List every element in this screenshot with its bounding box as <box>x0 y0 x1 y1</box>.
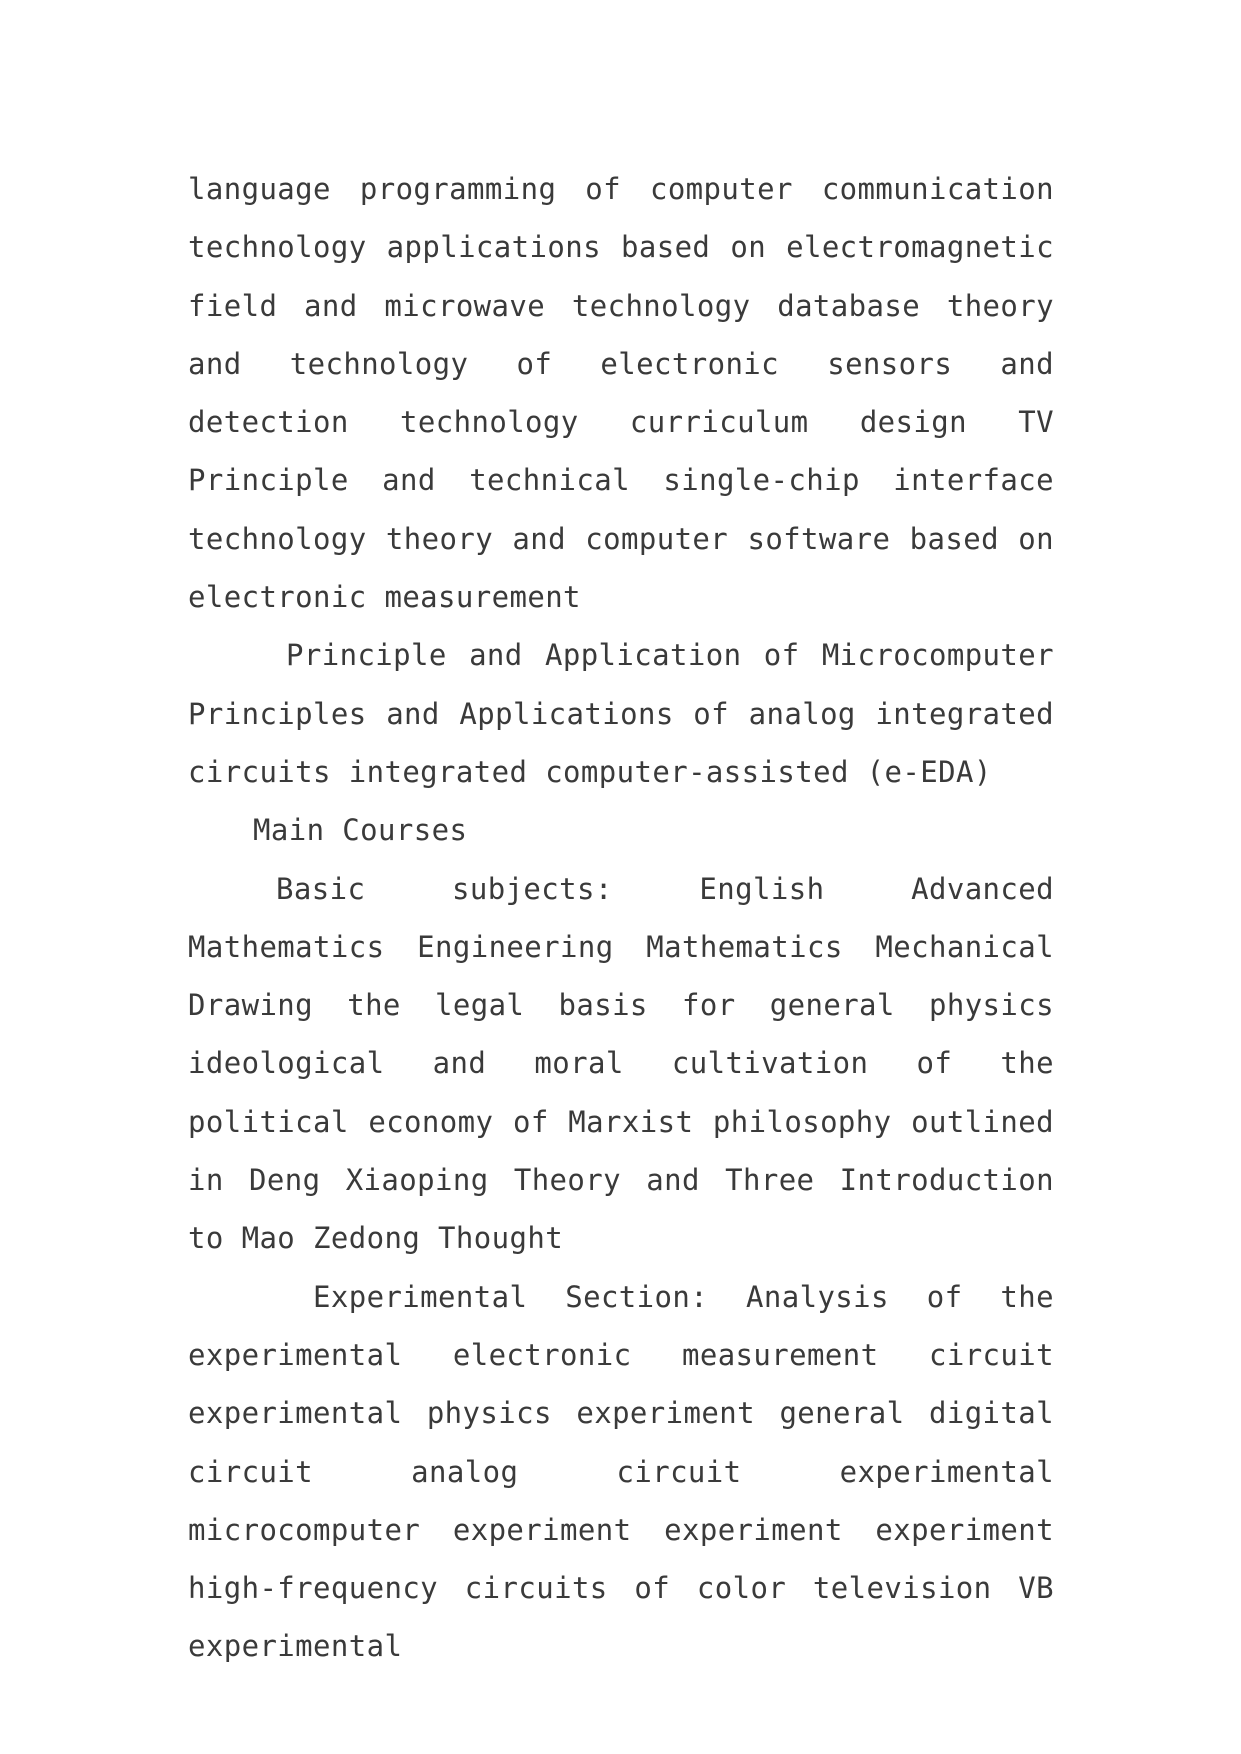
body-text <box>188 160 1054 1676</box>
paragraph-microcomputer-principles: Principle and Application of Microcomputer Principles and Applications of analog integrated circuits integrated computer-assisted (e-EDA) <box>188 638 1054 789</box>
paragraph-experimental-section: Experimental Section: Analysis of the experimental electronic measurement circuit experimental physics experiment general digital circuit analog circuit experimental microcomputer experiment experiment experiment high-frequency circuits of color television VB experimental <box>188 1279 1054 1664</box>
paragraph-course-list: language programming of computer communication technology applications based on electromagnetic field and microwave technology database theory and technology of electronic sensors and detection technology curriculum design TV Principle and technical single-chip interface technology theory and computer software based on electronic measurement <box>188 172 1054 615</box>
heading-main-courses: Main Courses <box>253 813 468 848</box>
paragraph-basic-subjects: Basic subjects: English Advanced Mathematics Engineering Mathematics Mechanical Drawing the legal basis for general physics ideological and moral cultivation of the political economy of Marxist philosophy outlined in Deng Xiaoping Theory and Three Introduction to Mao Zedong Thought <box>188 871 1054 1256</box>
